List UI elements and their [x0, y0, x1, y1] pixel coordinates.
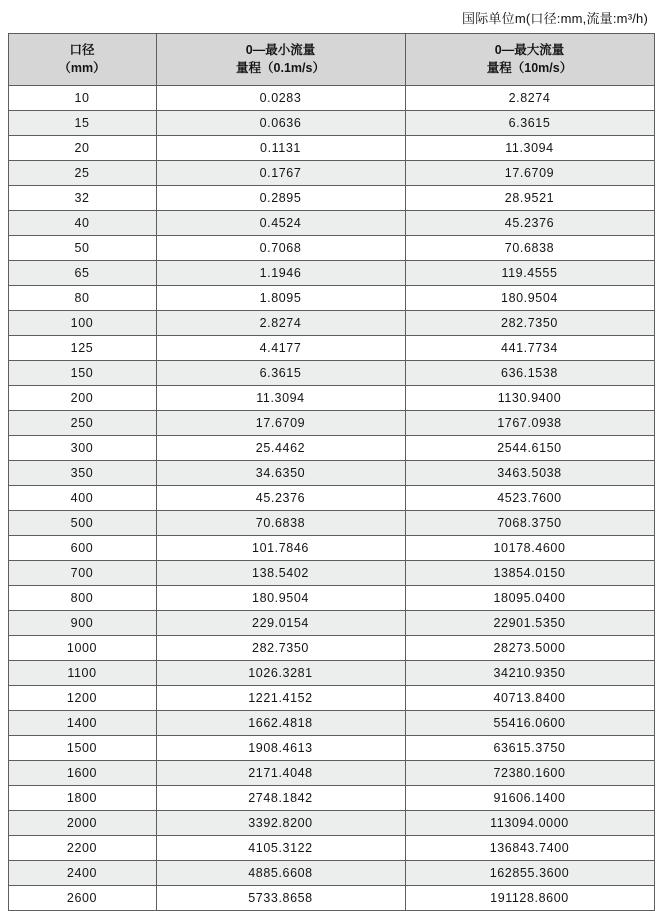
- cell-min-flow: 0.2895: [156, 186, 405, 211]
- cell-min-flow: 1908.4613: [156, 736, 405, 761]
- cell-max-flow: 91606.1400: [405, 786, 654, 811]
- column-header-min-flow-line1: 0—最小流量: [245, 43, 316, 57]
- cell-diameter: 2200: [8, 836, 156, 861]
- cell-diameter: 65: [8, 261, 156, 286]
- cell-min-flow: 11.3094: [156, 386, 405, 411]
- cell-max-flow: 11.3094: [405, 136, 654, 161]
- cell-diameter: 125: [8, 336, 156, 361]
- cell-max-flow: 136843.7400: [405, 836, 654, 861]
- cell-diameter: 1400: [8, 711, 156, 736]
- cell-diameter: 250: [8, 411, 156, 436]
- cell-max-flow: 63615.3750: [405, 736, 654, 761]
- table-row: [8, 611, 654, 636]
- table-row: [8, 236, 654, 261]
- cell-max-flow: 191128.8600: [405, 886, 654, 911]
- table-row: [8, 786, 654, 811]
- cell-diameter: 800: [8, 586, 156, 611]
- cell-max-flow: 55416.0600: [405, 711, 654, 736]
- cell-diameter: 20: [8, 136, 156, 161]
- cell-diameter: 200: [8, 386, 156, 411]
- cell-diameter: 500: [8, 511, 156, 536]
- cell-max-flow: 282.7350: [405, 311, 654, 336]
- cell-max-flow: 22901.5350: [405, 611, 654, 636]
- table-row: [8, 686, 654, 711]
- cell-max-flow: 28.9521: [405, 186, 654, 211]
- cell-max-flow: 70.6838: [405, 236, 654, 261]
- cell-diameter: 1000: [8, 636, 156, 661]
- cell-diameter: 1200: [8, 686, 156, 711]
- table-row: [8, 436, 654, 461]
- cell-min-flow: 45.2376: [156, 486, 405, 511]
- cell-min-flow: 0.1131: [156, 136, 405, 161]
- cell-max-flow: 1767.0938: [405, 411, 654, 436]
- cell-diameter: 50: [8, 236, 156, 261]
- cell-max-flow: 18095.0400: [405, 586, 654, 611]
- cell-max-flow: 72380.1600: [405, 761, 654, 786]
- cell-max-flow: 4523.7600: [405, 486, 654, 511]
- cell-max-flow: 34210.9350: [405, 661, 654, 686]
- table-row: [8, 536, 654, 561]
- column-header-min-flow-line2: 量程（0.1m/s）: [236, 61, 325, 76]
- cell-diameter: 400: [8, 486, 156, 511]
- cell-diameter: 15: [8, 111, 156, 136]
- cell-max-flow: 45.2376: [405, 211, 654, 236]
- table-row: [8, 861, 654, 886]
- cell-min-flow: 2171.4048: [156, 761, 405, 786]
- cell-diameter: 2000: [8, 811, 156, 836]
- table-row: [8, 511, 654, 536]
- cell-max-flow: 162855.3600: [405, 861, 654, 886]
- cell-min-flow: 70.6838: [156, 511, 405, 536]
- table-row: [8, 336, 654, 361]
- cell-min-flow: 4885.6608: [156, 861, 405, 886]
- cell-diameter: 1100: [8, 661, 156, 686]
- table-row: [8, 311, 654, 336]
- column-header-max-flow-line2: 量程（10m/s）: [486, 61, 573, 76]
- cell-max-flow: 10178.4600: [405, 536, 654, 561]
- cell-diameter: 300: [8, 436, 156, 461]
- cell-max-flow: 2544.6150: [405, 436, 654, 461]
- cell-min-flow: 180.9504: [156, 586, 405, 611]
- cell-diameter: 350: [8, 461, 156, 486]
- cell-min-flow: 101.7846: [156, 536, 405, 561]
- cell-min-flow: 1221.4152: [156, 686, 405, 711]
- table-row: [8, 736, 654, 761]
- table-row: [8, 411, 654, 436]
- flow-range-table: [8, 33, 655, 911]
- cell-diameter: 40: [8, 211, 156, 236]
- column-header-diameter-line2: （mm）: [58, 61, 106, 76]
- cell-max-flow: 119.4555: [405, 261, 654, 286]
- table-row: [8, 186, 654, 211]
- cell-max-flow: 636.1538: [405, 361, 654, 386]
- cell-min-flow: 0.0283: [156, 86, 405, 111]
- cell-diameter: 25: [8, 161, 156, 186]
- table-row: [8, 711, 654, 736]
- table-caption: 国际单位m(口径:mm,流量:m³/h): [462, 11, 648, 26]
- cell-diameter: 900: [8, 611, 156, 636]
- cell-diameter: 2600: [8, 886, 156, 911]
- cell-max-flow: 180.9504: [405, 286, 654, 311]
- cell-min-flow: 4.4177: [156, 336, 405, 361]
- cell-min-flow: 229.0154: [156, 611, 405, 636]
- cell-diameter: 80: [8, 286, 156, 311]
- table-row: [8, 136, 654, 161]
- cell-max-flow: 28273.5000: [405, 636, 654, 661]
- table-row: [8, 836, 654, 861]
- cell-diameter: 32: [8, 186, 156, 211]
- table-row: [8, 761, 654, 786]
- table-row: [8, 586, 654, 611]
- cell-min-flow: 6.3615: [156, 361, 405, 386]
- table-row: [8, 811, 654, 836]
- table-row: [8, 161, 654, 186]
- cell-diameter: 700: [8, 561, 156, 586]
- cell-min-flow: 2.8274: [156, 311, 405, 336]
- cell-max-flow: 113094.0000: [405, 811, 654, 836]
- cell-min-flow: 1.1946: [156, 261, 405, 286]
- cell-min-flow: 138.5402: [156, 561, 405, 586]
- table-header-row: [8, 34, 654, 86]
- column-header-min-flow: [156, 34, 405, 86]
- table-row: [8, 886, 654, 911]
- column-header-diameter: [8, 34, 156, 86]
- cell-max-flow: 2.8274: [405, 86, 654, 111]
- cell-diameter: 2400: [8, 861, 156, 886]
- table-row: [8, 661, 654, 686]
- cell-max-flow: 441.7734: [405, 336, 654, 361]
- cell-min-flow: 25.4462: [156, 436, 405, 461]
- table-header: [8, 34, 654, 86]
- column-header-max-flow-line1: 0—最大流量: [494, 43, 565, 57]
- cell-max-flow: 13854.0150: [405, 561, 654, 586]
- cell-min-flow: 0.4524: [156, 211, 405, 236]
- table-row: [8, 461, 654, 486]
- cell-min-flow: 0.1767: [156, 161, 405, 186]
- cell-diameter: 600: [8, 536, 156, 561]
- cell-diameter: 10: [8, 86, 156, 111]
- cell-max-flow: 1130.9400: [405, 386, 654, 411]
- cell-diameter: 1600: [8, 761, 156, 786]
- table-body: [8, 86, 654, 911]
- cell-min-flow: 2748.1842: [156, 786, 405, 811]
- cell-min-flow: 0.0636: [156, 111, 405, 136]
- cell-diameter: 150: [8, 361, 156, 386]
- table-row: [8, 286, 654, 311]
- cell-min-flow: 17.6709: [156, 411, 405, 436]
- cell-min-flow: 1026.3281: [156, 661, 405, 686]
- cell-diameter: 100: [8, 311, 156, 336]
- table-row: [8, 261, 654, 286]
- table-row: [8, 361, 654, 386]
- cell-min-flow: 5733.8658: [156, 886, 405, 911]
- cell-max-flow: 7068.3750: [405, 511, 654, 536]
- cell-max-flow: 6.3615: [405, 111, 654, 136]
- table-row: [8, 561, 654, 586]
- cell-min-flow: 1662.4818: [156, 711, 405, 736]
- table-row: [8, 211, 654, 236]
- cell-max-flow: 17.6709: [405, 161, 654, 186]
- cell-min-flow: 0.7068: [156, 236, 405, 261]
- cell-min-flow: 34.6350: [156, 461, 405, 486]
- table-row: [8, 486, 654, 511]
- column-header-diameter-line1: 口径: [69, 43, 95, 57]
- cell-max-flow: 40713.8400: [405, 686, 654, 711]
- table-row: [8, 386, 654, 411]
- cell-min-flow: 1.8095: [156, 286, 405, 311]
- cell-diameter: 1800: [8, 786, 156, 811]
- table-row: [8, 636, 654, 661]
- cell-min-flow: 4105.3122: [156, 836, 405, 861]
- table-row: [8, 111, 654, 136]
- column-header-max-flow: [405, 34, 654, 86]
- cell-max-flow: 3463.5038: [405, 461, 654, 486]
- table-row: [8, 86, 654, 111]
- cell-min-flow: 3392.8200: [156, 811, 405, 836]
- cell-diameter: 1500: [8, 736, 156, 761]
- cell-min-flow: 282.7350: [156, 636, 405, 661]
